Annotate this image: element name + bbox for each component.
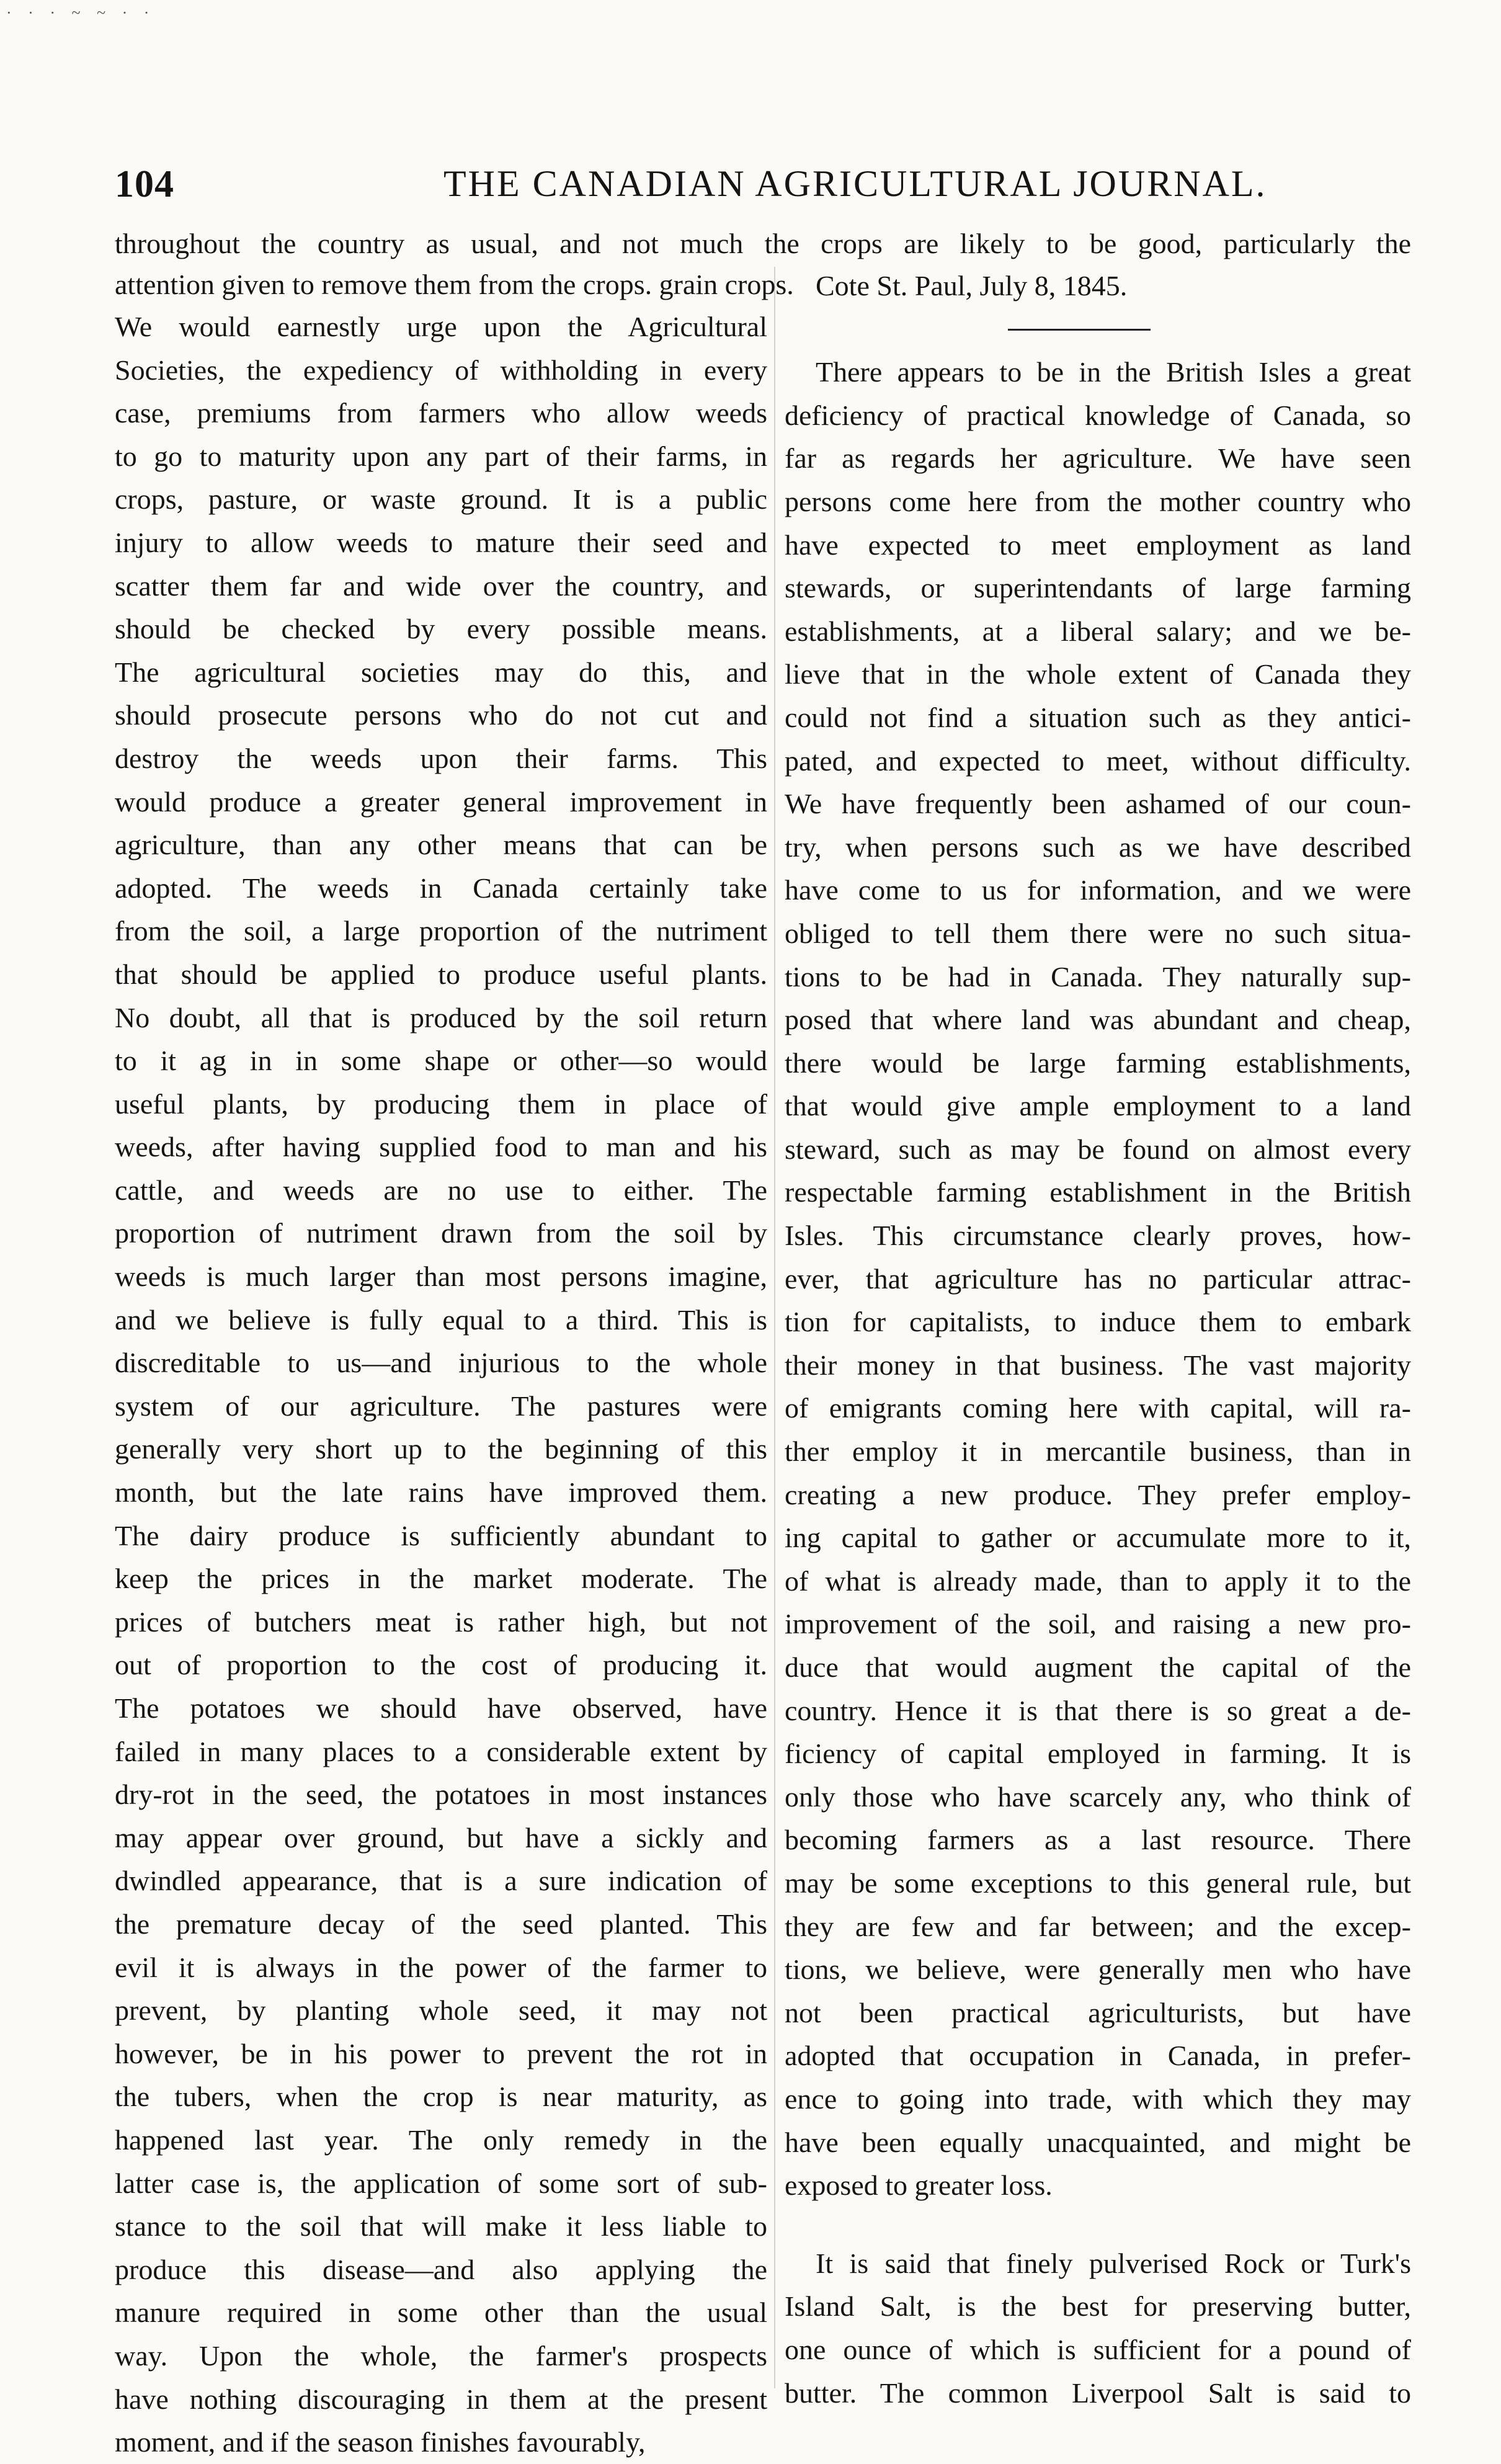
text-line: improvement of the soil, and raising a new pro- <box>785 1608 1411 1640</box>
text-line: and we believe is fully equal to a third. This is <box>115 1303 767 1336</box>
text-line: Societies, the expediency of withholding in every <box>115 354 767 386</box>
text-line: exposed to greater loss. <box>785 2169 1053 2202</box>
text-line: throughout the country as usual, and not much the crops are likely to be good, particularly the <box>115 228 1411 259</box>
text-line: produce this disease—and also applying the <box>115 2253 767 2285</box>
running-title: THE CANADIAN AGRICULTURAL JOURNAL. <box>443 163 1267 204</box>
text-line: We have frequently been ashamed of our coun- <box>785 788 1411 820</box>
text-line: country. Hence it is that there is so great a de- <box>785 1694 1411 1726</box>
text-line: not been practical agriculturists, but have <box>785 1996 1411 2029</box>
text-line: they are few and far between; and the excep- <box>785 1910 1411 1942</box>
text-line: Island Salt, is the best for preserving butter, <box>785 2290 1411 2323</box>
text-line: have expected to meet employment as land <box>785 529 1411 561</box>
text-line: adopted. The weeds in Canada certainly take <box>115 872 767 904</box>
text-line: only those who have scarcely any, who think of <box>785 1780 1411 1813</box>
text-line: stewards, or superintendants of large farming <box>785 572 1411 604</box>
article-paragraph <box>785 2242 1411 2414</box>
text-line: respectable farming establishment in the British <box>785 1176 1411 1208</box>
text-line: failed in many places to a considerable extent by <box>115 1735 767 1767</box>
text-line: ing capital to gather or accumulate more to it, <box>785 1522 1411 1554</box>
left-column <box>115 305 767 2464</box>
signoff: Cote St. Paul, July 8, 1845. <box>816 270 1128 301</box>
text-line: The potatoes we should have observed, have <box>115 1692 767 1724</box>
section-separator <box>785 308 1411 351</box>
print-specks: · · · ~ ~ · · <box>6 4 156 22</box>
text-line: injury to allow weeds to mature their seed and <box>115 526 767 558</box>
text-line: try, when persons such as we have described <box>785 831 1411 863</box>
text-line: have been equally unacquainted, and might be <box>785 2126 1411 2158</box>
text-line: out of proportion to the cost of producing it. <box>115 1649 767 1681</box>
text-line: the premature decay of the seed planted. This <box>115 1908 767 1940</box>
text-line: system of our agriculture. The pastures were <box>115 1390 767 1422</box>
text-line: persons come here from the mother country who <box>785 485 1411 517</box>
text-line: generally very short up to the beginning of this <box>115 1433 767 1465</box>
text-line: may appear over ground, but have a sickly and <box>115 1821 767 1854</box>
text-line: of emigrants coming here with capital, will ra- <box>785 1392 1411 1424</box>
text-line: ever, that agriculture has no particular attrac- <box>785 1262 1411 1295</box>
article-paragraph <box>785 350 1411 2207</box>
text-line: manure required in some other than the usual <box>115 2297 767 2329</box>
text-line: of what is already made, than to apply it to the <box>785 1565 1411 1597</box>
text-line: useful plants, by producing them in place of <box>115 1087 767 1120</box>
page-number: 104 <box>115 163 174 205</box>
text-line: prevent, by planting whole seed, it may not <box>115 1994 767 2027</box>
text-line: could not find a situation such as they antici- <box>785 701 1411 733</box>
text-line: weeds, after having supplied food to man and his <box>115 1131 767 1163</box>
text-line: dry-rot in the seed, the potatoes in most instances <box>115 1779 767 1811</box>
text-line: attention given to remove them from the crops. grain crops. <box>115 269 794 300</box>
text-line: It is said that finely pulverised Rock or Turk's <box>816 2247 1411 2279</box>
text-line: duce that would augment the capital of the <box>785 1651 1411 1683</box>
text-line: cattle, and weeds are no use to either. The <box>115 1174 767 1206</box>
text-line: establishments, at a liberal salary; and we be- <box>785 615 1411 647</box>
text-line: tion for capitalists, to induce them to embark <box>785 1306 1411 1338</box>
text-line: moment, and if the season finishes favourably, <box>115 2426 646 2458</box>
text-line: the tubers, when the crop is near maturity, as <box>115 2081 767 2113</box>
separator-rule <box>1008 329 1151 331</box>
text-line: should be checked by every possible means. <box>115 613 767 645</box>
text-line: however, be in his power to prevent the rot in <box>115 2037 767 2069</box>
text-line: to go to maturity upon any part of their farms, in <box>115 440 767 472</box>
text-line: should prosecute persons who do not cut and <box>115 699 767 731</box>
text-line: ther employ it in mercantile business, than in <box>785 1435 1411 1468</box>
column-divider <box>774 267 775 2388</box>
text-line: there would be large farming establishments, <box>785 1047 1411 1079</box>
text-line: creating a new produce. They prefer employ- <box>785 1478 1411 1511</box>
text-line: one ounce of which is sufficient for a pound of <box>785 2333 1411 2365</box>
text-line: crops, pasture, or waste ground. It is a public <box>115 483 767 516</box>
text-line: that would give ample employment to a land <box>785 1090 1411 1122</box>
text-line: There appears to be in the British Isles a great <box>816 356 1411 388</box>
text-line: The dairy produce is sufficiently abundant to <box>115 1519 767 1551</box>
text-line: have come to us for information, and we were <box>785 874 1411 906</box>
text-line: case, premiums from farmers who allow weeds <box>115 397 767 429</box>
text-line: way. Upon the whole, the farmer's prospects <box>115 2339 767 2372</box>
text-line: steward, such as may be found on almost every <box>785 1133 1411 1165</box>
text-line: their money in that business. The vast majority <box>785 1349 1411 1381</box>
text-line: far as regards her agriculture. We have seen <box>785 442 1411 475</box>
text-line: keep the prices in the market moderate. The <box>115 1563 767 1595</box>
text-line: destroy the weeds upon their farms. This <box>115 742 767 774</box>
text-line: tions to be had in Canada. They naturally sup- <box>785 960 1411 993</box>
text-line: have nothing discouraging in them at the present <box>115 2383 767 2415</box>
text-line: adopted that occupation in Canada, in prefer- <box>785 2040 1411 2072</box>
paragraph-gap <box>785 2207 1411 2242</box>
text-line: scatter them far and wide over the country, and <box>115 569 767 602</box>
text-line: evil it is always in the power of the farmer to <box>115 1951 767 1983</box>
text-line: dwindled appearance, that is a sure indication of <box>115 1865 767 1897</box>
text-line: No doubt, all that is produced by the soil return <box>115 1001 767 1033</box>
text-line: that should be applied to produce useful plants. <box>115 958 767 990</box>
text-line: latter case is, the application of some sort of sub- <box>115 2167 767 2199</box>
text-line: ence to going into trade, with which they may <box>785 2082 1411 2115</box>
text-line: would produce a greater general improvement in <box>115 785 767 818</box>
text-line: happened last year. The only remedy in the <box>115 2123 767 2156</box>
text-line: pated, and expected to meet, without difficulty. <box>785 744 1411 777</box>
text-line: butter. The common Liverpool Salt is said to <box>785 2377 1411 2409</box>
text-line: agriculture, than any other means that can be <box>115 829 767 861</box>
right-column <box>785 264 1411 2414</box>
text-line: ficiency of capital employed in farming. It is <box>785 1738 1411 1770</box>
text-line: stance to the soil that will make it less liable to <box>115 2210 767 2243</box>
text-line: deficiency of practical knowledge of Canada, so <box>785 399 1411 431</box>
text-line: discreditable to us—and injurious to the whole <box>115 1347 767 1379</box>
text-line: obliged to tell them there were no such situa- <box>785 917 1411 949</box>
text-line: to it ag in in some shape or other—so would <box>115 1045 767 1077</box>
text-line: The agricultural societies may do this, and <box>115 656 767 688</box>
text-line: month, but the late rains have improved them. <box>115 1476 767 1509</box>
page-header <box>115 163 1411 218</box>
text-line: posed that where land was abundant and cheap, <box>785 1004 1411 1036</box>
text-line: weeds is much larger than most persons imagine, <box>115 1261 767 1293</box>
text-line: lieve that in the whole extent of Canada they <box>785 658 1411 690</box>
text-line: may be some exceptions to this general rule, but <box>785 1867 1411 1899</box>
text-line: tions, we believe, were generally men who have <box>785 1953 1411 1986</box>
text-line: from the soil, a large proportion of the nutriment <box>115 915 767 947</box>
text-line: becoming farmers as a last resource. There <box>785 1824 1411 1856</box>
text-line: We would earnestly urge upon the Agricultural <box>115 311 767 342</box>
text-line: prices of butchers meat is rather high, but not <box>115 1605 767 1638</box>
text-line: Isles. This circumstance clearly proves, how- <box>785 1220 1411 1252</box>
text-line: proportion of nutriment drawn from the soil by <box>115 1217 767 1249</box>
